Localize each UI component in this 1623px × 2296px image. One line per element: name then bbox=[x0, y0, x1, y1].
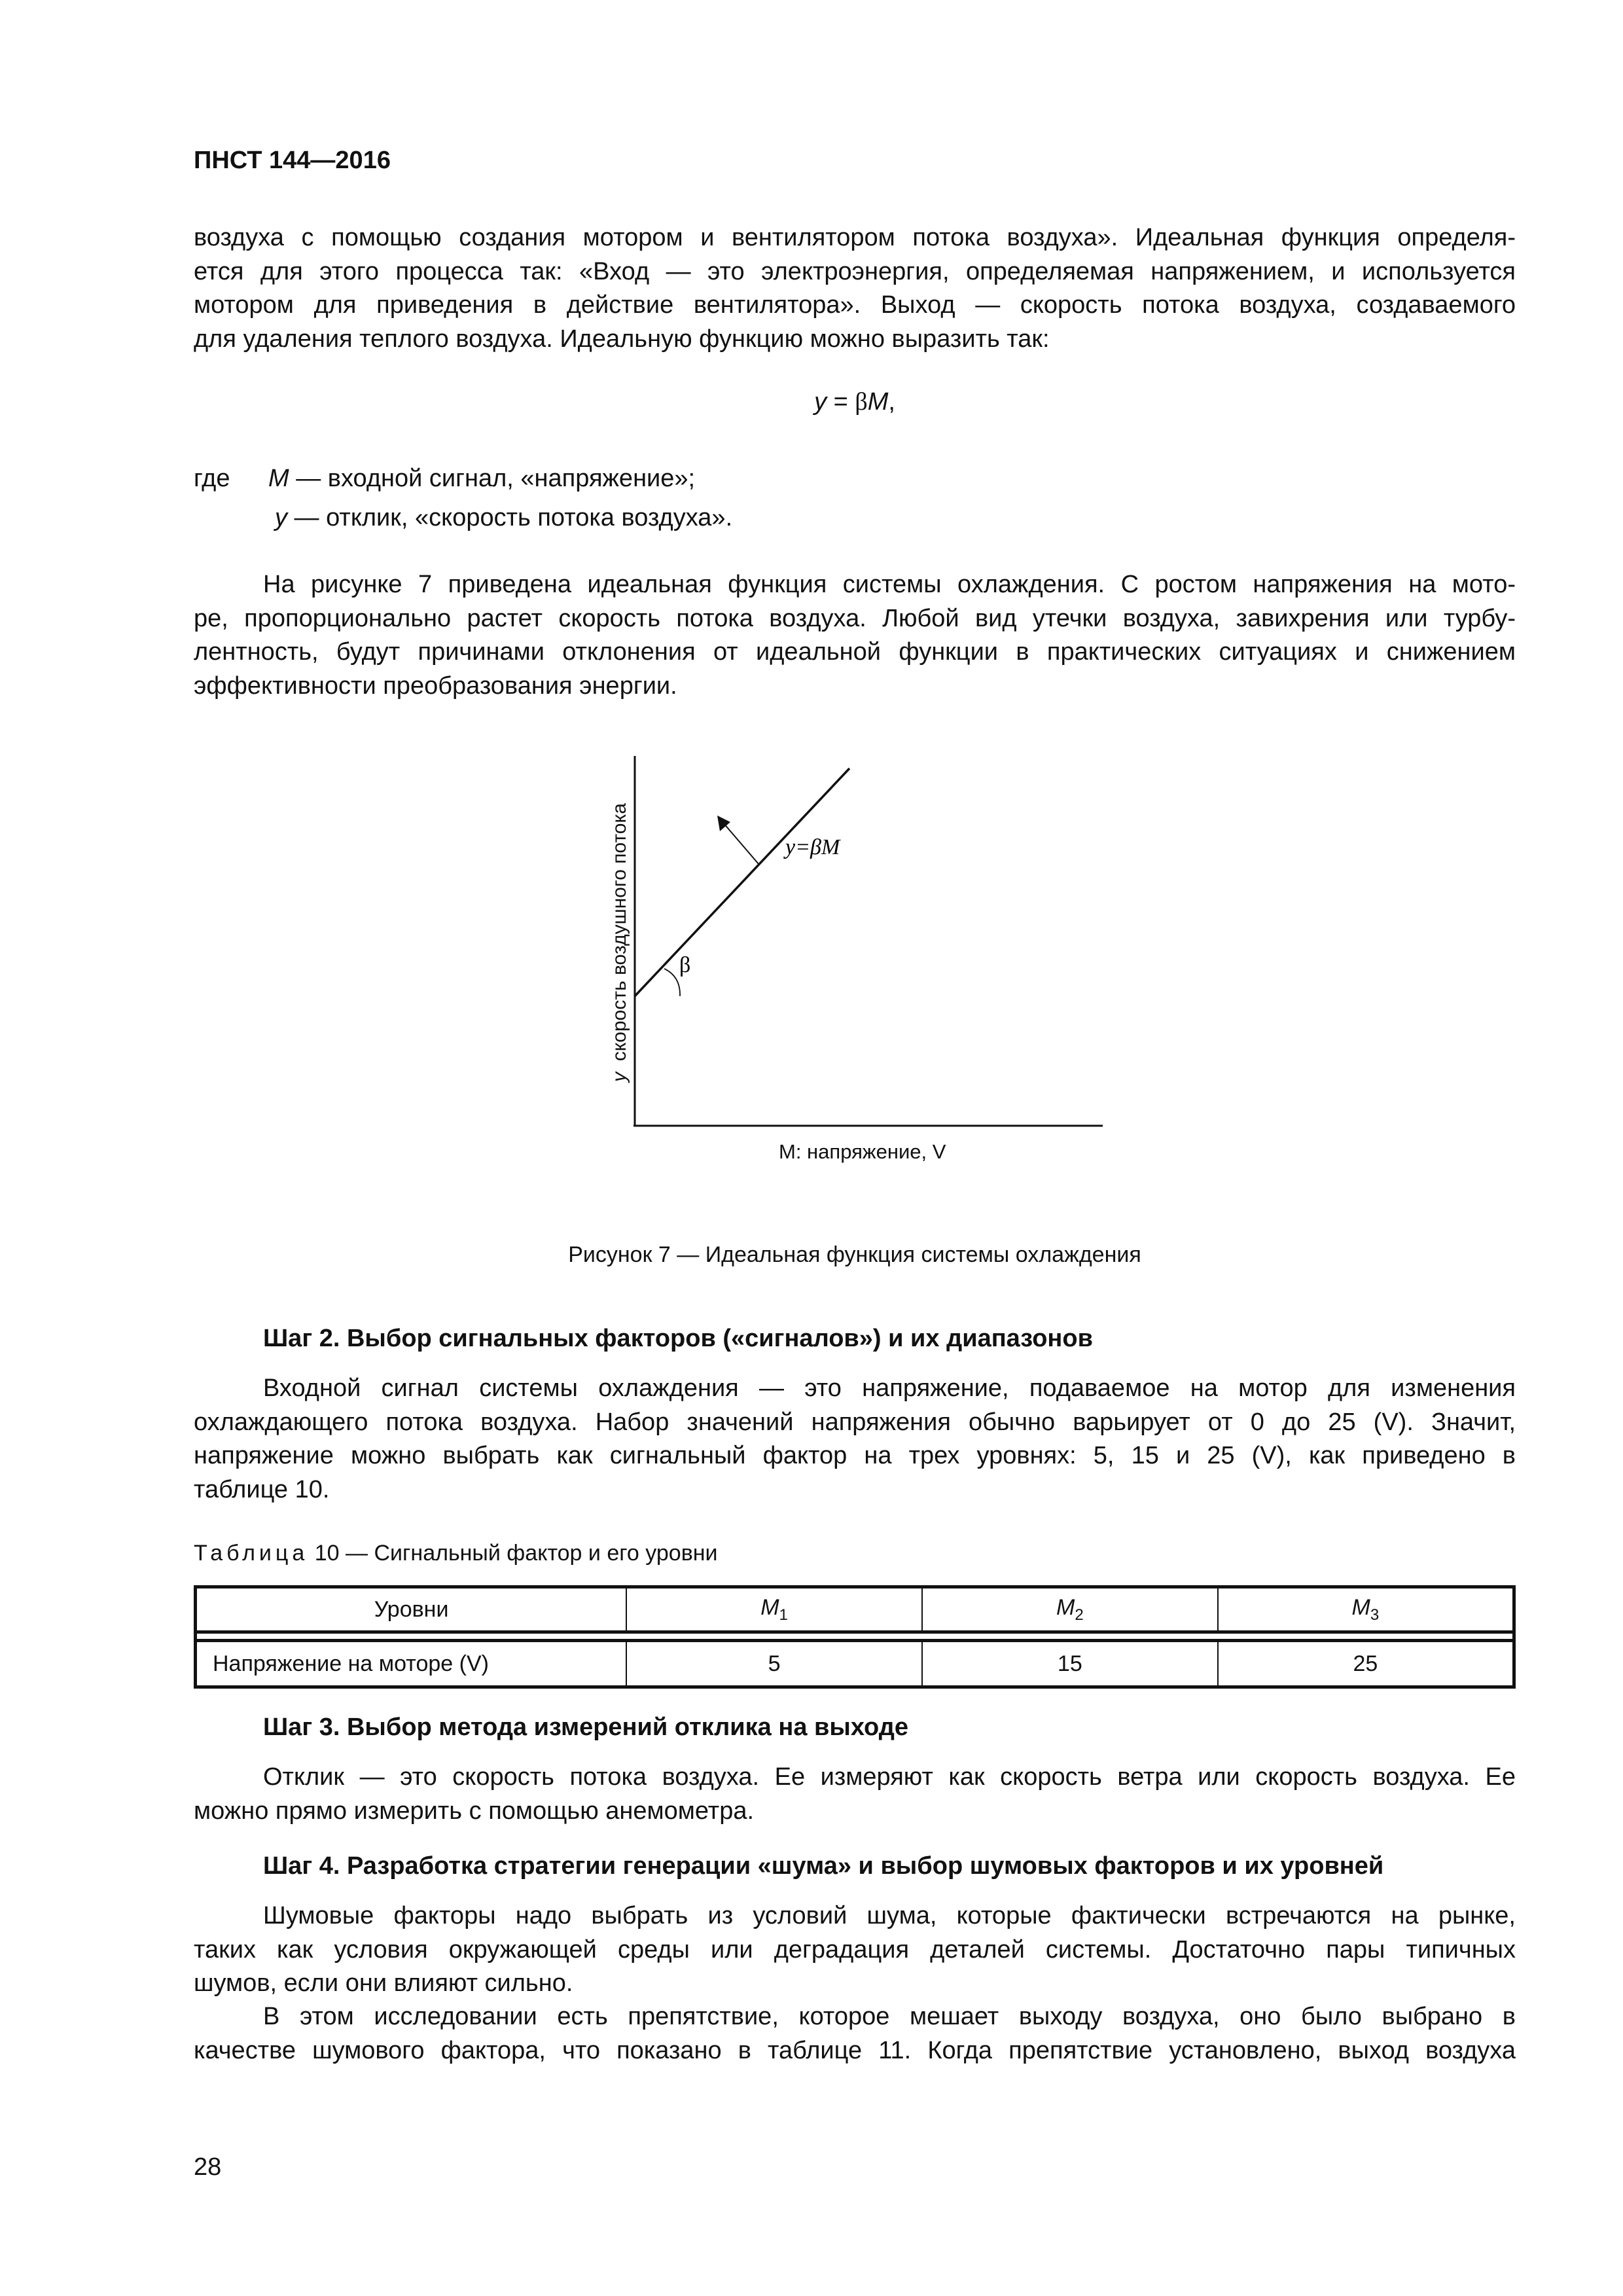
formula bbox=[194, 387, 1516, 416]
step2-heading: Шаг 2. Выбор сигнальных факторов («сигналов») и их диапазонов bbox=[263, 1325, 1093, 1352]
text-line: ется для этого процесса так: «Вход — это электроэнергия, определяемая напряжением, и используется bbox=[194, 257, 1516, 285]
page-number: 28 bbox=[194, 2153, 222, 2181]
text-line: ре, пропорционально растет скорость потока воздуха. Любой вид утечки воздуха, завихрения или турбу- bbox=[194, 604, 1516, 632]
symbol-m: M bbox=[268, 465, 289, 492]
sym: M bbox=[1351, 1594, 1370, 1620]
subscript: 3 bbox=[1370, 1605, 1380, 1624]
deviation-arrow-shaft bbox=[723, 823, 758, 864]
subscript: 2 bbox=[1075, 1605, 1084, 1624]
figure-caption: Рисунок 7 — Идеальная функция системы охлаждения bbox=[568, 1242, 1141, 1267]
y-axis-label bbox=[609, 798, 635, 1086]
symbol-y: y bbox=[275, 504, 287, 531]
sym: M bbox=[760, 1594, 779, 1620]
header-cell-m2 bbox=[922, 1587, 1218, 1632]
ideal-function-line bbox=[635, 768, 849, 996]
where-text: — отклик, «скорость потока воздуха». bbox=[287, 504, 733, 531]
y-axis-text: скорость воздушного потока bbox=[609, 803, 630, 1062]
cell-value: 25 bbox=[1218, 1641, 1514, 1687]
table-word: Таблица bbox=[194, 1541, 309, 1566]
angle-arc bbox=[664, 969, 680, 996]
header-cell-levels: Уровни bbox=[196, 1587, 627, 1632]
ideal-function-chart bbox=[589, 740, 1113, 1172]
text-line: таких как условия окружающей среды или деградация деталей системы. Достаточно пары типичных bbox=[194, 1935, 1516, 1964]
where-text: — входной сигнал, «напряжение»; bbox=[289, 465, 696, 492]
text-line: напряжение можно выбрать как сигнальный фактор на трех уровнях: 5, 15 и 25 (V), как приведено в bbox=[194, 1442, 1516, 1469]
step3-paragraph bbox=[194, 1761, 1516, 1828]
x-axis-label: M: напряжение, V bbox=[779, 1140, 946, 1163]
table-title-text: 10 — Сигнальный фактор и его уровни bbox=[308, 1541, 718, 1566]
text-line: шумов, если они влияют сильно. bbox=[194, 1969, 573, 1997]
table10-title bbox=[194, 1541, 718, 1566]
text-line: качестве шумового фактора, что показано в таблице 11. Когда препятствие установлено, выход воздуха bbox=[194, 2036, 1516, 2064]
text-line: можно прямо измерить с помощью анемометра. bbox=[194, 1797, 755, 1825]
sym: M bbox=[1056, 1594, 1075, 1620]
table-10 bbox=[194, 1585, 1516, 1689]
text-line: воздуха с помощью создания мотором и вентилятором потока воздуха». Идеальная функция определя- bbox=[194, 224, 1516, 251]
intro-paragraph bbox=[194, 221, 1516, 356]
formula-beta: β bbox=[855, 388, 868, 416]
text-line: охлаждающего потока воздуха. Набор значений напряжения обычно варьирует от 0 до 25 (V). Значит, bbox=[194, 1408, 1516, 1436]
text-line: эффективности преобразования энергии. bbox=[194, 672, 677, 700]
table-header-row bbox=[196, 1587, 1514, 1632]
step4-paragraph-2 bbox=[194, 2000, 1516, 2068]
header-separator bbox=[196, 1632, 1514, 1641]
where-item-m bbox=[268, 465, 695, 493]
header-cell-m3 bbox=[1218, 1587, 1514, 1632]
step4-paragraph-1 bbox=[194, 1899, 1516, 2001]
row-label: Напряжение на моторе (V) bbox=[196, 1641, 627, 1687]
figure-7 bbox=[589, 740, 1113, 1172]
formula-comma: , bbox=[888, 388, 895, 416]
text-line: таблице 10. bbox=[194, 1475, 330, 1503]
text-line: для удаления теплого воздуха. Идеальную функцию можно выразить так: bbox=[194, 325, 1050, 353]
where-item-y bbox=[275, 504, 732, 532]
line-label: y=βM bbox=[785, 835, 840, 859]
cell-value: 5 bbox=[626, 1641, 922, 1687]
text-line: лентность, будут причинами отклонения от идеальной функции в практических ситуациях и снижением bbox=[194, 638, 1516, 666]
text-line: мотором для приведения в действие вентилятора». Выход — скорость потока воздуха, создаваемого bbox=[194, 291, 1516, 319]
text-line: На рисунке 7 приведена идеальная функция системы охлаждения. С ростом напряжения на мото- bbox=[263, 571, 1516, 598]
header-cell-m1 bbox=[626, 1587, 922, 1632]
step3-heading: Шаг 3. Выбор метода измерений отклика на выходе bbox=[263, 1713, 908, 1741]
subscript: 1 bbox=[779, 1605, 788, 1624]
text-line: Шумовые факторы надо выбрать из условий шума, которые фактически встречаются на рынке, bbox=[263, 1902, 1516, 1929]
step2-paragraph bbox=[194, 1372, 1516, 1507]
y-axis-symbol: y bbox=[609, 1071, 630, 1082]
text-line: Входной сигнал системы охлаждения — это напряжение, подаваемое на мотор для изменения bbox=[263, 1374, 1516, 1402]
table-row bbox=[196, 1641, 1514, 1687]
formula-m: M bbox=[867, 388, 889, 416]
cell-value: 15 bbox=[922, 1641, 1218, 1687]
step4-heading: Шаг 4. Разработка стратегии генерации «шума» и выбор шумовых факторов и их уровней bbox=[263, 1852, 1384, 1880]
angle-label: β bbox=[679, 953, 691, 977]
formula-eq: = bbox=[827, 388, 855, 416]
formula-y: y bbox=[814, 388, 827, 416]
text-line: В этом исследовании есть препятствие, которое мешает выходу воздуха, оно было выбрано в bbox=[263, 2003, 1516, 2030]
text-line: Отклик — это скорость потока воздуха. Ее измеряют как скорость ветра или скорость воздуха. Ее bbox=[263, 1763, 1516, 1791]
where-word: где bbox=[194, 465, 230, 492]
figure-paragraph bbox=[194, 568, 1516, 703]
document-header: ПНСТ 144—2016 bbox=[194, 147, 391, 174]
